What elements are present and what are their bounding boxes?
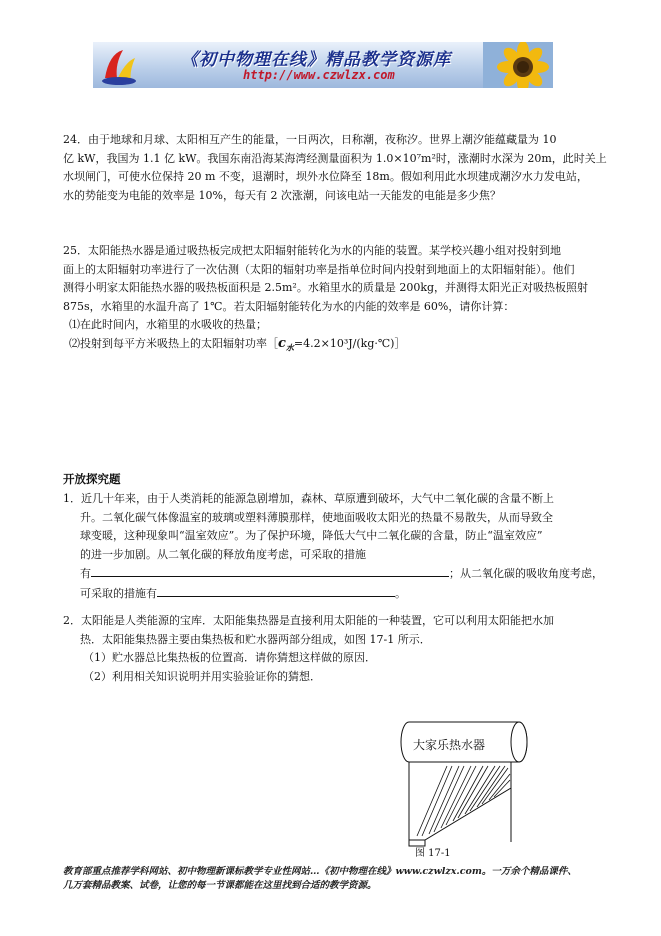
sunflower-image xyxy=(483,42,553,88)
q24-line: 亿 kW，我国为 1.1 亿 kW。我国东南沿海某海湾经测量面积为 1.0×10⁷m²时，涨潮时水深为 20m，此时关上 xyxy=(63,151,607,165)
q25-sub1: ⑴在此时间内，水箱里的水吸收的热量； xyxy=(69,318,267,331)
question-24 xyxy=(63,131,607,205)
page-footer xyxy=(63,865,577,893)
footer-line: 几万套精品教案、试卷，让您的每一节课都能在这里找到合适的教学资源。 xyxy=(63,880,377,891)
q25-line: 面上的太阳辐射功率进行了一次估测（太阳的辐射功率是指单位时间内投射到地面上的太阳辐射能）。他们 xyxy=(63,262,575,276)
open-question-2 xyxy=(63,612,554,686)
open-q2-line: 2．太阳能是人类能源的宝库．太阳能集热器是直接利用太阳能的一种装置，它可以利用太阳能把水加 xyxy=(63,614,554,627)
open-q1-line: 有 ；从二氧化碳的吸收角度考虑， xyxy=(63,564,603,584)
open-q1-line: 可采取的措施有 。 xyxy=(63,584,603,604)
open-q1-line: 的进一步加剧。从二氧化碳的释放角度考虑，可采取的措施 xyxy=(80,547,366,561)
open-q1-line: 球变暖，这种现象叫“温室效应”。为了保护环境，降低大气中二氧化碳的含量，防止“温室效应” xyxy=(80,529,543,542)
q25-line: 875s，水箱里的水温升高了 1℃。若太阳辐射能转化为水的内能的效率是 60%，请你计算： xyxy=(63,299,515,313)
open-q1-line: 1．近几十年来，由于人类消耗的能源急剧增加，森林、草原遭到破坏，大气中二氧化碳的含量不断上 xyxy=(63,492,554,505)
figure-caption: 图 17-1 xyxy=(415,848,451,859)
answer-blank-release[interactable] xyxy=(91,564,449,577)
q25-sub2-suffix: =4.2×10³J/(kg·℃)］ xyxy=(293,336,406,350)
q24-line: 水的势能变为电能的效率是 10%，每天有 2 次涨潮，问该电站一天能发的电能是多少焦？ xyxy=(63,188,501,202)
banner-title: 《初中物理在线》精品教学资源库 xyxy=(181,50,451,70)
answer-blank-absorb[interactable] xyxy=(157,584,395,597)
q24-line: 水坝闸门，可使水位保持 20 m 不变，退潮时，坝外水位降至 18m。假如利用此水坝建成潮汐水力发电站， xyxy=(63,170,588,183)
banner-url[interactable]: http://www.czwlzx.com xyxy=(243,68,395,82)
site-logo xyxy=(99,44,139,86)
header-banner xyxy=(93,42,553,88)
footer-line: 教育部重点推荐学科网站、初中物理新课标教学专业性网站…《初中物理在线》www.czwlzx.com。一万余个精品课件、 xyxy=(63,866,577,877)
open-q2-line: 热．太阳能集热器主要由集热板和贮水器两部分组成，如图 17-1 所示． xyxy=(80,632,431,646)
specific-heat-symbol: $c_水$ xyxy=(278,335,294,353)
question-25 xyxy=(63,242,588,357)
q25-sub2 xyxy=(63,335,588,357)
open-q2-line: （2）利用相关知识说明并用实验验证你的猜想． xyxy=(83,669,321,683)
open-question-1 xyxy=(63,490,603,603)
section-heading: 开放探究题 xyxy=(63,472,121,486)
open-q2-line: （1）贮水器总比集热板的位置高．请你猜想这样做的原因． xyxy=(83,651,376,664)
q24-line: 24．由于地球和月球、太阳相互产生的能量，一日两次，日称潮，夜称汐。世界上潮汐能蕴藏量为 10 xyxy=(63,133,557,146)
q25-line: 测得小明家太阳能热水器的吸热板面积是 2.5m²。水箱里水的质量是 200kg，并测得太阳光正对吸热板照射 xyxy=(63,281,589,294)
open-q1-line: 升。二氧化碳气体像温室的玻璃或塑料薄膜那样，使地面吸收太阳光的热量不易散失，从而导致全 xyxy=(80,510,553,524)
heater-brand-label: 大家乐热水器 xyxy=(413,738,486,752)
q25-line: 25．太阳能热水器是通过吸热板完成把太阳辐射能转化为水的内能的装置。某学校兴趣小组对投射到地 xyxy=(63,244,561,257)
q25-sub2-prefix: ⑵投射到每平方米吸热上的太阳辐射功率［ xyxy=(69,336,278,350)
